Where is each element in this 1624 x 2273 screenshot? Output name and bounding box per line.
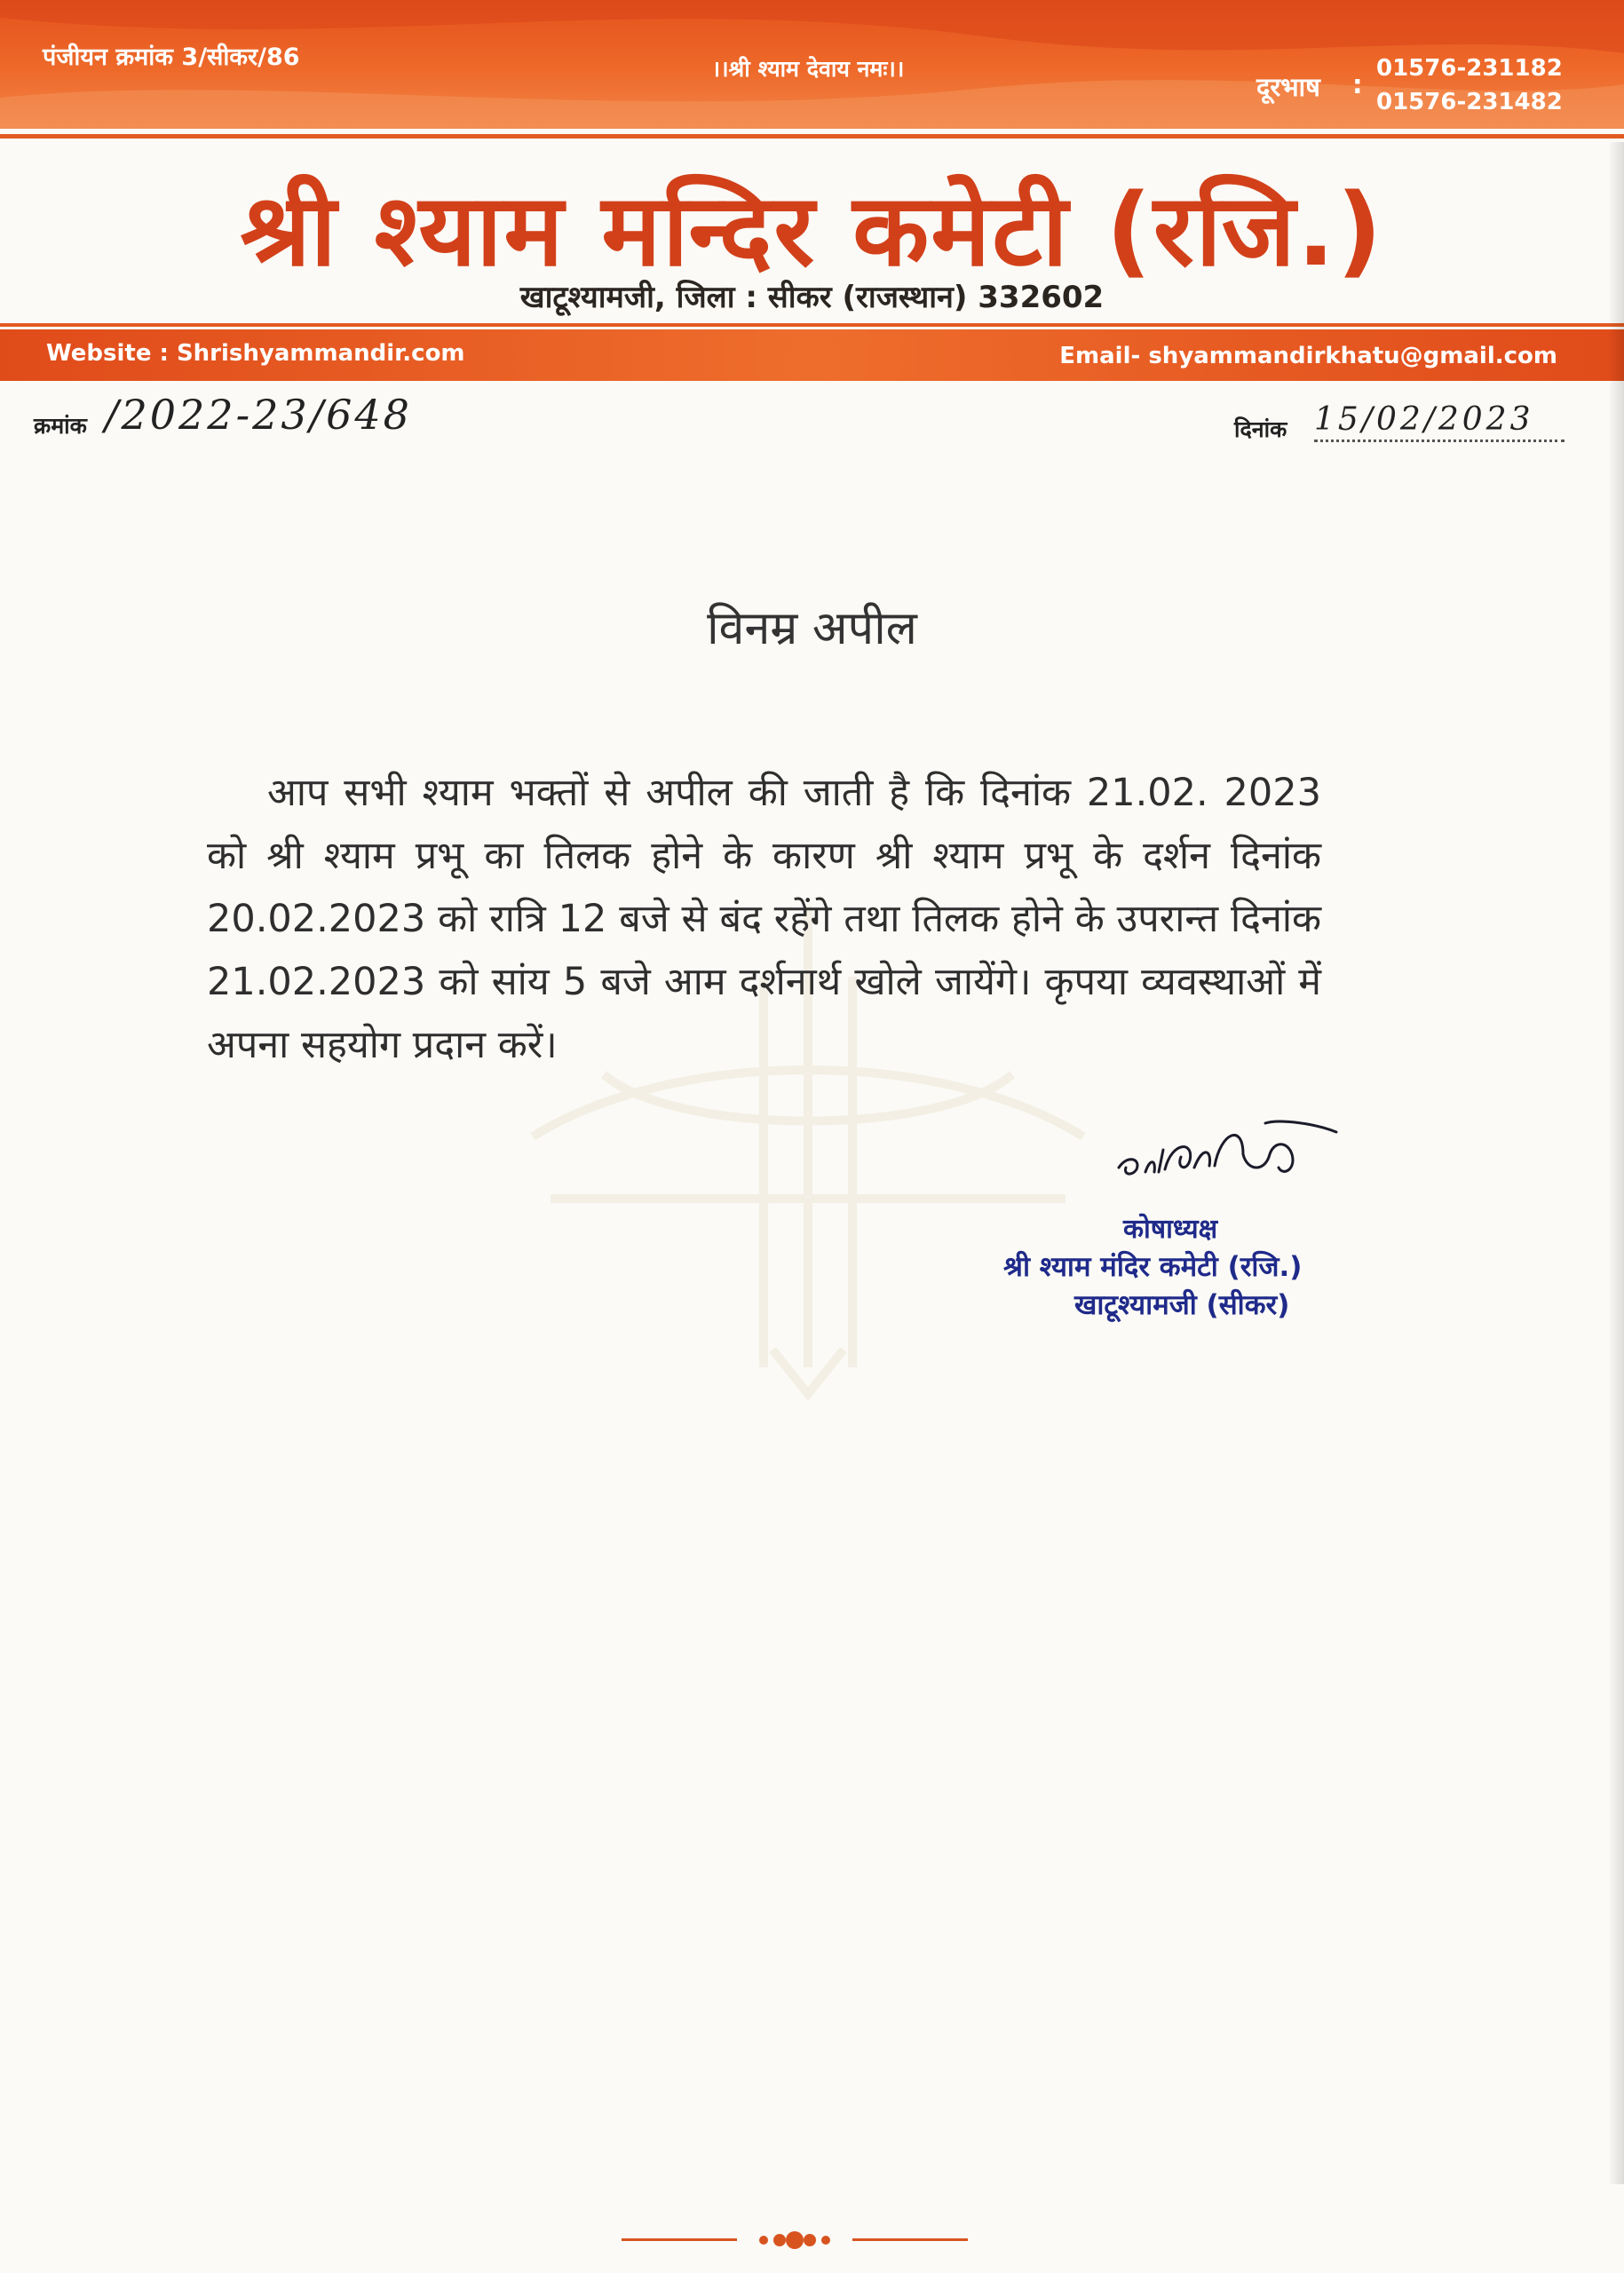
handwritten-signature — [1110, 1105, 1341, 1190]
organization-name: श्री श्याम मन्दिर कमेटी (रजि.) — [240, 173, 1384, 289]
phone-number-1: 01576-231182 — [1376, 55, 1563, 82]
reference-number-handwritten: /2022-23/648 — [105, 391, 412, 439]
signatory-title: कोषाध्यक्ष — [1123, 1214, 1218, 1245]
phone-colon: : — [1352, 69, 1363, 99]
phone-label: दूरभाष — [1256, 72, 1320, 102]
date-label: दिनांक — [1234, 416, 1287, 442]
footer-line-right — [852, 2238, 968, 2241]
organization-address: खाटूश्यामजी, जिला : सीकर (राजस्थान) 332602 — [519, 280, 1105, 315]
contact-band-rule — [0, 323, 1624, 327]
header-divider-orange — [0, 134, 1624, 139]
reference-label: क्रमांक — [34, 413, 87, 439]
appeal-title: विनम्र अपील — [707, 602, 917, 655]
invocation-text: ।।श्री श्याम देवाय नमः।। — [711, 56, 905, 82]
signatory-place: खाटूश्यामजी (सीकर) — [1074, 1289, 1290, 1321]
phone-number-2: 01576-231482 — [1376, 89, 1563, 115]
email-text: Email- shyammandirkhatu@gmail.com — [1059, 343, 1557, 369]
date-value-handwritten: 15/02/2023 — [1314, 401, 1565, 442]
footer-line-left — [622, 2238, 737, 2241]
appeal-body-text: आप सभी श्याम भक्तों से अपील की जाती है कि दिनांक 21.02. 2023 को श्री श्याम प्रभू का तिलक होने के कारण श्री श्याम प्रभू के दर्शन दिनांक 20.02.2023 को रात्रि 12 बजे से बंद रहेंगे तथा तिलक होने के उपरान्त दिनांक 21.02.2023 को सांय 5 बजे आम दर्शनार्थ खोले जायेंगे। कृपया व्यवस्थाओं में अपना सहयोग प्रदान करें। — [207, 771, 1321, 1067]
registration-number: पंजीयन क्रमांक 3/सीकर/86 — [43, 44, 300, 71]
page-edge-shadow — [1608, 142, 1624, 2184]
signatory-organization: श्री श्याम मंदिर कमेटी (रजि.) — [1003, 1251, 1303, 1283]
footer-ornament-icon — [737, 2227, 852, 2253]
website-text: Website : Shrishyammandir.com — [46, 340, 465, 367]
